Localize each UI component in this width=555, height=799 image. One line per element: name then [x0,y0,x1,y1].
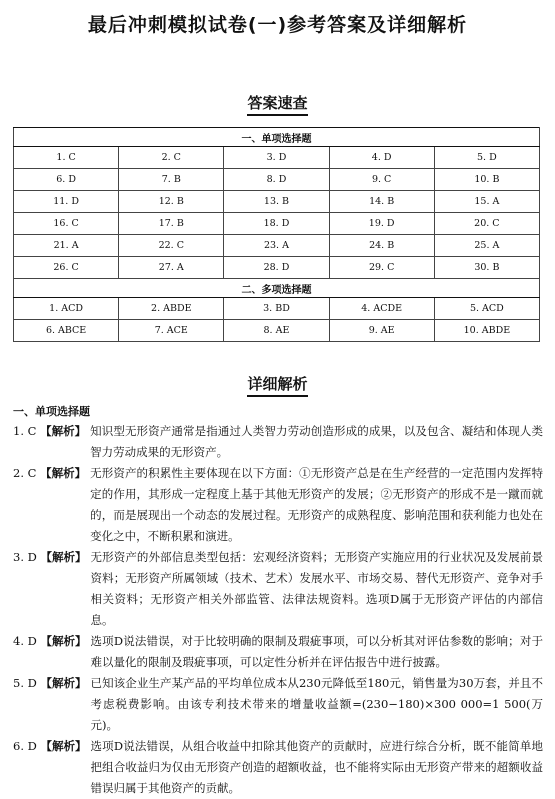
answer-key: 1. C [13,424,37,438]
answer-cell: 2. ABDE [119,298,224,320]
analysis-tag: 【解析】 [40,739,87,753]
answer-section-label: 二、多项选择题 [14,279,540,298]
explanation-number [13,421,90,463]
explanation-item [13,421,543,463]
answer-cell: 2. C [119,147,224,169]
answer-row [14,169,540,191]
answer-cell: 21. A [14,235,119,257]
answer-cell: 10. ABDE [434,320,539,342]
explanation-number [13,547,91,631]
explanation-text: 无形资产的外部信息类型包括：宏观经济资料；无形资产实施应用的行业状况及发展前景资料；无形资产所属领域（技术、艺术）发展水平、市场交易、替代无形资产、竞争对手相关资料；无形资产相关外部监管、法律法规资料。选项D属于无形资产评估的内部信息。 [90,550,543,627]
answer-cell: 20. C [434,213,539,235]
answer-cell: 13. B [224,191,329,213]
explanation-text: 知识型无形资产通常是指通过人类智力劳动创造形成的成果，以及包含、凝结和体现人类智力劳动成果的无形资产。 [90,424,543,459]
document-title: 最后冲刺模拟试卷(一)参考答案及详细解析 [87,14,468,36]
answer-cell: 29. C [329,257,434,279]
answer-cell: 4. D [329,147,434,169]
answer-cell: 8. AE [224,320,329,342]
answer-cell: 5. ACD [434,298,539,320]
explanation-item [13,547,543,631]
analysis-tag: 【解析】 [40,466,87,480]
analysis-tag: 【解析】 [40,634,87,648]
analysis-tag: 【解析】 [40,424,87,438]
explanation-item [13,673,543,736]
answer-cell: 9. AE [329,320,434,342]
answer-cell: 11. D [14,191,119,213]
answer-cell: 7. ACE [119,320,224,342]
answer-cell: 7. B [119,169,224,191]
answer-key: 2. C [13,466,37,480]
answer-cell: 27. A [119,257,224,279]
answer-cell: 12. B [119,191,224,213]
answer-row [14,298,540,320]
answer-cell: 25. A [434,235,539,257]
answer-cell: 3. BD [224,298,329,320]
answer-cell: 10. B [434,169,539,191]
detail-heading: 详细解析 [0,373,555,394]
explanation-number [13,736,91,799]
explanation-list [13,421,543,799]
answer-cell: 15. A [434,191,539,213]
answer-row [14,191,540,213]
answer-cell: 17. B [119,213,224,235]
answer-section-row [14,128,540,147]
answer-cell: 22. C [119,235,224,257]
explanation-number [13,463,90,547]
answer-cell: 5. D [434,147,539,169]
answer-cell: 14. B [329,191,434,213]
answer-key: 5. D [13,676,37,690]
answer-cell: 26. C [14,257,119,279]
explanation-text: 选项D说法错误，对于比较明确的限制及瑕疵事项，可以分析其对评估参数的影响；对于难以量化的限制及瑕疵事项，可以定性分析并在评估报告中进行披露。 [90,634,543,669]
answer-cell: 28. D [224,257,329,279]
answer-cell: 6. ABCE [14,320,119,342]
explanation-item [13,463,543,547]
answer-row [14,213,540,235]
analysis-tag: 【解析】 [40,550,87,564]
answer-cell: 1. ACD [14,298,119,320]
explanation-text: 选项D说法错误，从组合收益中扣除其他资产的贡献时，应进行综合分析，既不能简单地把组合收益归为仅由无形资产创造的超额收益，也不能将实际由无形资产带来的超额收益错误归属于其他资产的贡献。 [90,739,543,795]
answer-section-row [14,279,540,298]
answer-cell: 8. D [224,169,329,191]
answer-key: 6. D [13,739,37,753]
answer-cell: 4. ACDE [329,298,434,320]
answer-row [14,235,540,257]
quick-answers-heading: 答案速查 [0,92,555,113]
answer-cell: 19. D [329,213,434,235]
explanation-text: 已知该企业生产某产品的平均单位成本从230元降低至180元，销售量为30万套，并且不考虑税费影响。由该专利技术带来的增量收益额=(230−180)×300 000=1 500(万元)。 [90,676,543,732]
answer-cell: 18. D [224,213,329,235]
answer-row [14,147,540,169]
explanation-number [13,631,91,673]
answer-cell: 23. A [224,235,329,257]
answer-cell: 16. C [14,213,119,235]
answer-cell: 1. C [14,147,119,169]
answer-cell: 9. C [329,169,434,191]
answer-table [13,127,540,342]
answer-cell: 30. B [434,257,539,279]
answer-section-label: 一、单项选择题 [14,128,540,147]
answer-cell: 3. D [224,147,329,169]
explanation-item [13,631,543,673]
answer-cell: 24. B [329,235,434,257]
detail-section-label: 一、单项选择题 [13,405,90,418]
answer-key: 4. D [13,634,37,648]
analysis-tag: 【解析】 [40,676,87,690]
answer-cell: 6. D [14,169,119,191]
answer-key: 3. D [13,550,37,564]
answer-row [14,257,540,279]
explanation-text: 无形资产的积累性主要体现在以下方面：①无形资产总是在生产经营的一定范围内发挥特定的作用，其形成一定程度上基于其他无形资产的发展；②无形资产的形成不是一蹴而就的，而是展现出一个动态的发展过程。无形资产的成熟程度、影响范围和获利能力也处在变化之中，不断积累和演进。 [90,466,543,543]
answer-row [14,320,540,342]
explanation-number [13,673,91,736]
explanation-item [13,736,543,799]
